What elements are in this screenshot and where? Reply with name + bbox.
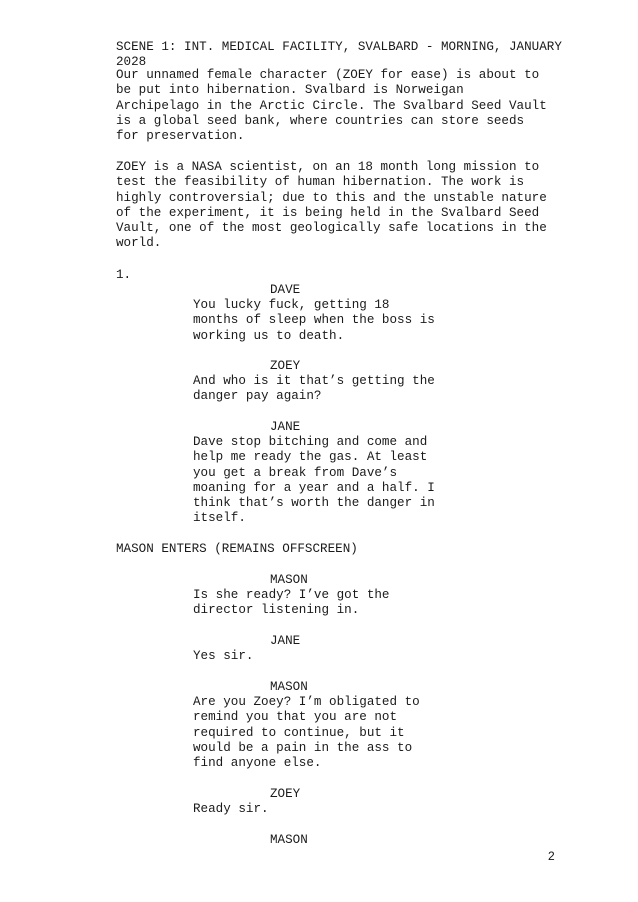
character-name-dave: DAVE bbox=[270, 283, 301, 297]
character-name-zoey: ZOEY bbox=[270, 359, 301, 373]
character-name-zoey: ZOEY bbox=[270, 787, 301, 801]
dialogue-dave: You lucky fuck, getting 18 months of sleep when the boss is working us to death. bbox=[193, 298, 435, 343]
character-name-jane: JANE bbox=[270, 420, 301, 434]
action-paragraph-zoey: ZOEY is a NASA scientist, on an 18 month long mission to test the feasibility of human hibernation. The work is highly controversial; due to this and the unstable nature of the experiment, it is being held in the Svalbard Seed Vault, one of the most geologically safe locations in the world. bbox=[116, 160, 547, 251]
action-paragraph-intro: Our unnamed female character (ZOEY for ease) is about to be put into hibernation. Svalbard is Norweigan Archipelago in the Arctic Circle. The Svalbard Seed Vault is a global seed bank, where countries can store seeds for preservation. bbox=[116, 68, 547, 144]
dialogue-zoey: Ready sir. bbox=[193, 802, 269, 816]
dialogue-jane: Dave stop bitching and come and help me ready the gas. At least you get a break from Dave’s moaning for a year and a half. I think that’s worth the danger in itself. bbox=[193, 435, 435, 526]
character-name-mason: MASON bbox=[270, 833, 308, 847]
character-name-mason: MASON bbox=[270, 680, 308, 694]
dialogue-jane: Yes sir. bbox=[193, 649, 254, 663]
character-name-mason: MASON bbox=[270, 573, 308, 587]
dialogue-mason: Are you Zoey? I’m obligated to remind you that you are not required to continue, but it would be a pain in the ass to find anyone else. bbox=[193, 695, 420, 771]
character-name-jane: JANE bbox=[270, 634, 301, 648]
dialogue-mason: Is she ready? I’ve got the director listening in. bbox=[193, 588, 390, 618]
action-mason-enters: MASON ENTERS (REMAINS OFFSCREEN) bbox=[116, 542, 358, 556]
shot-number: 1. bbox=[116, 268, 132, 282]
scene-heading: SCENE 1: INT. MEDICAL FACILITY, SVALBARD - MORNING, JANUARY 2028 bbox=[116, 40, 562, 70]
page-number: 2 bbox=[548, 849, 555, 863]
dialogue-zoey: And who is it that’s getting the danger pay again? bbox=[193, 374, 435, 404]
